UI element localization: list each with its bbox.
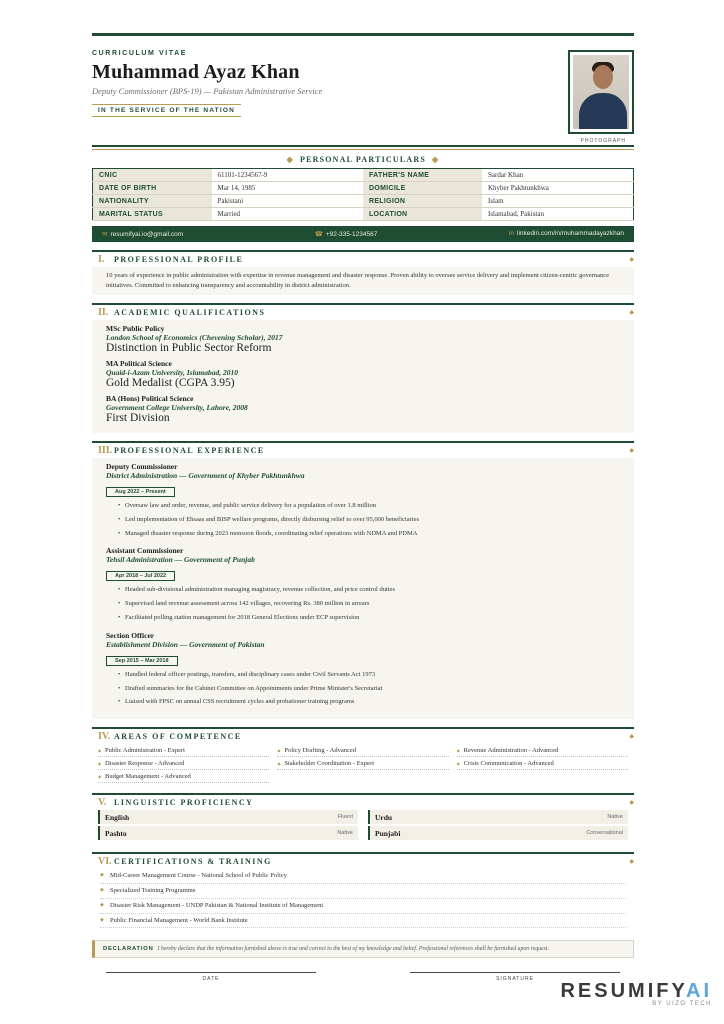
section-experience: III. PROFESSIONAL EXPERIENCE ◆ Deputy Commissioner District Administration — Government of Khyber Pakhtunkhwa Aug 2022 – Present • Oversaw law and order, revenue, and public service delivery for a population of over 1.8 million • Led implementation of Ehsaas and BISP welfare programs, directly disbursing relief to over 95,000 beneficiaries • Managed disaster response during 2023 monsoon floods, coordinating relief operations with NDMA and PDMA Assistant Commissioner Tehsil Administration — Government of Punjab Apr 2018 – Jul 2022 • Headed sub-divisional administration managing magistracy, revenue collection, and price control duties • Supervised land revenue assessment across 142 villages, recovering Rs. 380 million in arrears • Facilitated polling station management for 2018 General Elections under ECP supervision Section Officer Establishment Division — Government of Pakistan Sep 2015 – Mar 2018 • Handled federal officer postings, transfers, and disciplinary cases under Civil Servants Act 1973 • Drafted summaries for the Cabinet Committee on Appointments under Prime Minister's Secretariat • Liaised with FPSC on annual CSS recruitment cycles and probationer training programs [92,441,634,719]
list-item: MA Political Science Quaid-i-Azam University, Islamabad, 2010 Gold Medalist (CGPA 3.95) [106,359,239,389]
contact-linkedin[interactable]: in linkedin.com/in/muhammadayazkhan [508,230,624,237]
section-title: CERTIFICATIONS & TRAINING [114,857,272,867]
cv-label: CURRICULUM VITAE [92,50,188,57]
competence-item: ◆ Revenue Administration - Advanced [457,744,628,757]
personal-particulars-table [92,168,634,221]
list-item: • Led implementation of Ehsaas and BISP welfare programs, directly disbursing relief to over 95,000 beneficiaries [118,513,626,527]
certification-item: ◆ Specialized Training Programme [100,884,626,899]
list-item: • Drafted summaries for the Cabinet Committee on Appointments under Prime Minister's Secretariat [118,682,626,696]
watermark-subtitle: BY UIZO TECH [652,1001,712,1007]
diamond-icon: ◆ [629,448,634,454]
list-item: • Headed sub-divisional administration managing magistracy, revenue collection, and price control duties [118,583,626,597]
section-certifications: VI. CERTIFICATIONS & TRAINING ◆ ◆ Mid-Career Management Course - National School of Public Policy ◆ Specialized Training Programme ◆ Disaster Risk Management - UNDP Pakistan & National Institute of Management ◆ Public Financial Management - World Bank Institute [92,852,634,930]
language-item: Punjabi Conversational [368,826,628,840]
table-row: NATIONALITY Pakistani RELIGION Islam [93,195,634,208]
competence-item: ◆ Public Administration - Expert [98,744,269,757]
signature-row [92,972,634,982]
contact-email[interactable]: ✉ resumifyai.io@gmail.com [102,231,184,238]
declaration-box [92,940,634,958]
job-entry: Deputy Commissioner District Administration — Government of Khyber Pakhtunkhwa Aug 2022 – Present • Oversaw law and order, revenue, and public service delivery for a population of over 1.8 million • Led implementation of Ehsaas and BISP welfare programs, directly disbursing relief to over 95,000 beneficiaries • Managed disaster response during 2023 monsoon floods, coordinating relief operations with NDMA and PDMA [106,462,626,540]
section-title: AREAS OF COMPETENCE [114,732,242,742]
cv-header [92,50,634,145]
diamond-icon: ◆ [629,310,634,316]
diamond-icon: ◆ [629,734,634,741]
section-competence: IV. AREAS OF COMPETENCE ◆ ◆ Public Administration - Expert ◆ Policy Drafting - Advanced ◆ Revenue Administration - Advanced ◆ Disaster Response - Advanced ◆ Stakeholder Coordination - Expert ◆ Crisis Communication - Advanced ◆ Budget Management - Advanced [92,727,634,785]
diamond-icon: ◆ [629,859,634,866]
list-item: BA (Hons) Political Science Government College University, Lahore, 2008 First Division [106,394,248,424]
job-entry: Section Officer Establishment Division — Government of Pakistan Sep 2015 – Mar 2018 • Handled federal officer postings, transfers, and disciplinary cases under Civil Servants Act 1973 • Drafted summaries for the Cabinet Committee on Appointments under Prime Minister's Secretariat • Liaised with FPSC on annual CSS recruitment cycles and probationer training programs [106,631,626,709]
competence-item: ◆ Policy Drafting - Advanced [277,744,448,757]
resumify-logo: RESUMIFYAI [560,980,712,1002]
section-education: II. ACADEMIC QUALIFICATIONS ◆ MSc Public Policy London School of Economics (Chevening Scholar), 2017 Distinction in Public Sector Reform MA Political Science Quaid-i-Azam University, Islamabad, 2010 Gold Medalist (CGPA 3.95) BA (Hons) Political Science Government College University, Lahore, 2008 First Division [92,303,634,433]
competence-item: ◆ Disaster Response - Advanced [98,757,269,770]
date-badge: Sep 2015 – Mar 2018 [106,656,178,666]
list-item: • Handled federal officer postings, transfers, and disciplinary cases under Civil Servants Act 1973 [118,668,626,682]
list-item: • Supervised land revenue assessment across 142 villages, recovering Rs. 380 million in arrears [118,597,626,611]
header-rule-gold [92,149,634,150]
candidate-designation: Deputy Commissioner (BPS-19) — Pakistan Administrative Service [92,86,323,96]
resumify-watermark [560,980,712,1007]
list-item: • Liaised with FPSC on annual CSS recruitment cycles and probationer training programs [118,695,626,709]
motto-banner: IN THE SERVICE OF THE NATION [92,104,241,117]
section-languages: V. LINGUISTIC PROFICIENCY ◆ English Fluent Urdu Native Pashto Native Punjabi Conversational [92,793,634,844]
date-badge: Apr 2018 – Jul 2022 [106,571,175,581]
date-line: DATE [106,972,316,982]
mail-icon: ✉ [102,231,108,238]
photo-frame [568,50,634,134]
signature-line: SIGNATURE [410,972,620,982]
cv-page [92,33,634,982]
diamond-icon: ◆ [432,155,440,164]
declaration-label: DECLARATION [103,946,154,953]
job-entry: Assistant Commissioner Tehsil Administration — Government of Punjab Apr 2018 – Jul 2022 • Headed sub-divisional administration managing magistracy, revenue collection, and price control duties • Supervised land revenue assessment across 142 villages, recovering Rs. 380 million in arrears • Facilitated polling station management for 2018 General Elections under ECP supervision [106,546,626,624]
candidate-name: Muhammad Ayaz Khan [92,61,300,83]
declaration-text: I hereby declare that the information furnished above is true and correct to the best of my knowledge and belief. Professional references shall be furnished upon request. [157,946,549,953]
list-item: • Managed disaster response during 2023 monsoon floods, coordinating relief operations with NDMA and PDMA [118,527,626,541]
profile-photo [573,55,629,129]
certification-item: ◆ Mid-Career Management Course - National School of Public Policy [100,869,626,884]
language-item: Pashto Native [98,826,358,840]
certification-item: ◆ Public Financial Management - World Bank Institute [100,914,626,929]
table-row: DATE OF BIRTH Mar 14, 1985 DOMICILE Khyber Pakhtunkhwa [93,182,634,195]
table-row: MARITAL STATUS Married LOCATION Islamabad, Pakistan [93,208,634,221]
list-item: • Oversaw law and order, revenue, and public service delivery for a population of over 1.8 million [118,499,626,513]
competence-item: ◆ Budget Management - Advanced [98,770,269,783]
diamond-icon: ◆ [629,800,634,807]
section-title: LINGUISTIC PROFICIENCY [114,798,254,808]
header-rule [92,145,634,147]
linkedin-icon: in [508,230,515,237]
language-item: Urdu Native [368,810,628,824]
phone-icon: ☎ [314,231,323,238]
personal-particulars-title: ◆ PERSONAL PARTICULARS ◆ [286,155,440,164]
competence-item: ◆ Crisis Communication - Advanced [457,757,628,770]
language-item: English Fluent [98,810,358,824]
profile-text: 10 years of experience in public administration with expertise in revenue management and disaster response. Proven ability to oversee service delivery and implement citizen-centric governance initiatives. Committed to enhancing transparency and accountability in district administration. [106,272,610,289]
list-item: MSc Public Policy London School of Economics (Chevening Scholar), 2017 Distinction in Public Sector Reform [106,324,283,354]
section-profile: I. PROFESSIONAL PROFILE ◆ 10 years of experience in public administration with expertise in revenue management and disaster response. Proven ability to oversee service delivery and implement citizen-centric governance initiatives. Committed to enhancing transparency and accountability in district administration. [92,250,634,295]
diamond-icon: ◆ [629,257,634,263]
date-badge: Aug 2022 – Present [106,487,175,497]
section-title: PROFESSIONAL EXPERIENCE [114,446,265,455]
certification-item: ◆ Disaster Risk Management - UNDP Pakistan & National Institute of Management [100,899,626,914]
contact-bar [92,226,634,242]
section-title: ACADEMIC QUALIFICATIONS [114,308,266,317]
section-title: PROFESSIONAL PROFILE [114,255,244,264]
table-row: CNIC 61101-1234567-9 FATHER'S NAME Sardar Khan [93,169,634,182]
top-rule [92,33,634,36]
list-item: • Facilitated polling station management for 2018 General Elections under ECP supervision [118,611,626,625]
photo-caption: PHOTOGRAPH [580,138,626,144]
diamond-icon: ◆ [286,155,294,164]
competence-item: ◆ Stakeholder Coordination - Expert [277,757,448,770]
contact-phone[interactable]: ☎ +92-335-1234567 [314,231,378,238]
